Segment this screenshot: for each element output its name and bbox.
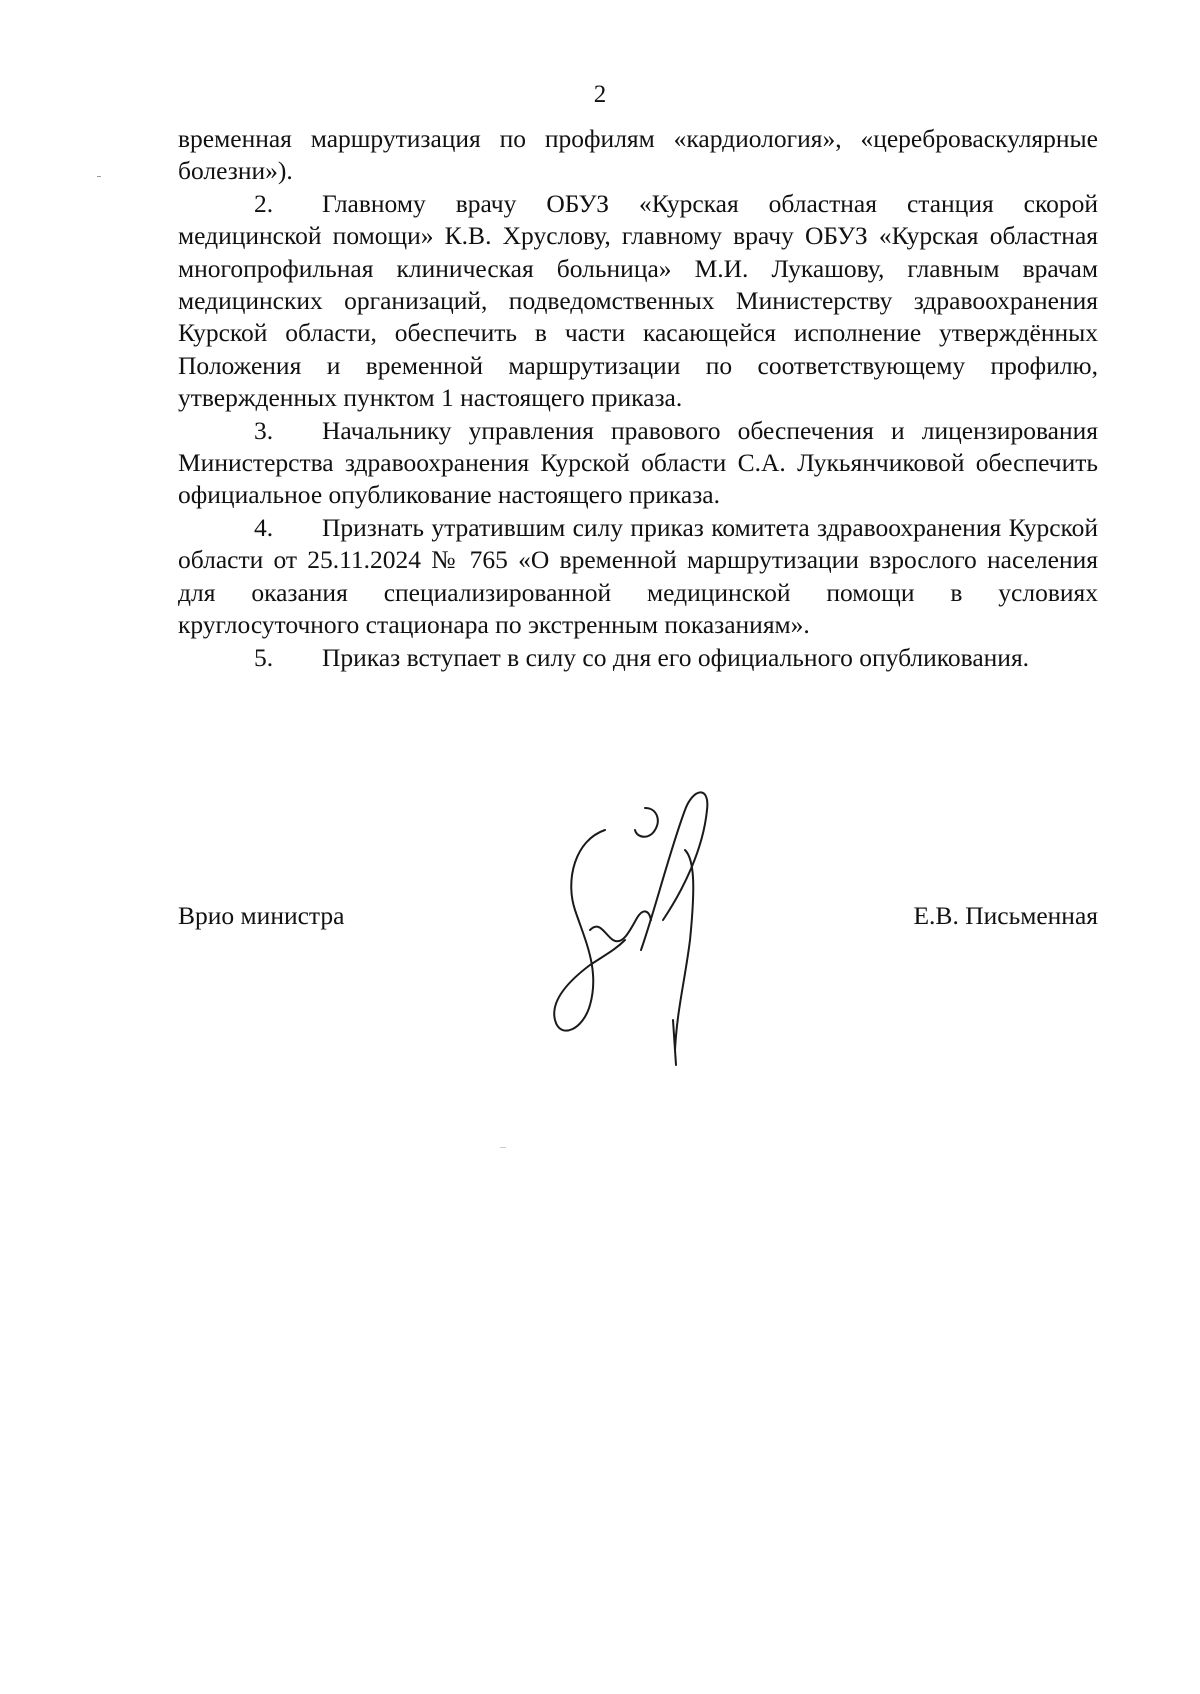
paragraph-continuation: временная маршрутизация по профилям «кардиология», «цереброваскулярные болезни»).: [178, 124, 1098, 186]
paragraph-3-text: Начальнику управления правового обеспечения и лицензирования Министерства здравоохранения Курской области С.А. Лукьянчиковой обеспечить официальное опубликование настоящего приказа.: [178, 415, 1098, 510]
paragraph-2-text: Главному врачу ОБУЗ «Курская областная станция скорой медицинской помощи» К.В. Хруслову, главному врачу ОБУЗ «Курская областная многопрофильная клиническая больница» М.И. Лукашову, главным врачам медицинских организаций, подведомственных Министерству здравоохранения Курской области, обеспечить в части касающейся исполнение утверждённых Положения и временной маршрутизации по соответствующему профилю, утвержденных пунктом 1 настоящего приказа.: [178, 188, 1098, 413]
document-body: [178, 123, 1098, 674]
page-number: 2: [593, 81, 607, 108]
signer-name: Е.В. Письменная: [913, 901, 1098, 930]
scan-artifact: [500, 1147, 506, 1148]
paragraph-4-text: Признать утратившим силу приказ комитета здравоохранения Курской области от 25.11.2024 № 765 «О временной маршрутизации взрослого населения для оказания специализированной медицинской помощи в условиях круглосуточного стационара по экстренным показаниям».: [178, 512, 1098, 640]
paragraph-2-number: 2.: [254, 188, 274, 218]
paragraph-5-number: 5.: [254, 642, 274, 672]
paragraph-4-number: 4.: [254, 512, 274, 542]
paragraph-5: [178, 642, 1098, 674]
signer-position-title: Врио министра: [178, 901, 345, 930]
scan-margin-mark: [97, 176, 101, 177]
paragraph-4: [178, 512, 1098, 642]
paragraph-3-number: 3.: [254, 415, 274, 445]
handwritten-signature-icon: [545, 790, 745, 1070]
paragraph-5-text: Приказ вступает в силу со дня его официального опубликования.: [322, 642, 1030, 672]
paragraph-2: [178, 188, 1098, 415]
paragraph-3: [178, 415, 1098, 512]
